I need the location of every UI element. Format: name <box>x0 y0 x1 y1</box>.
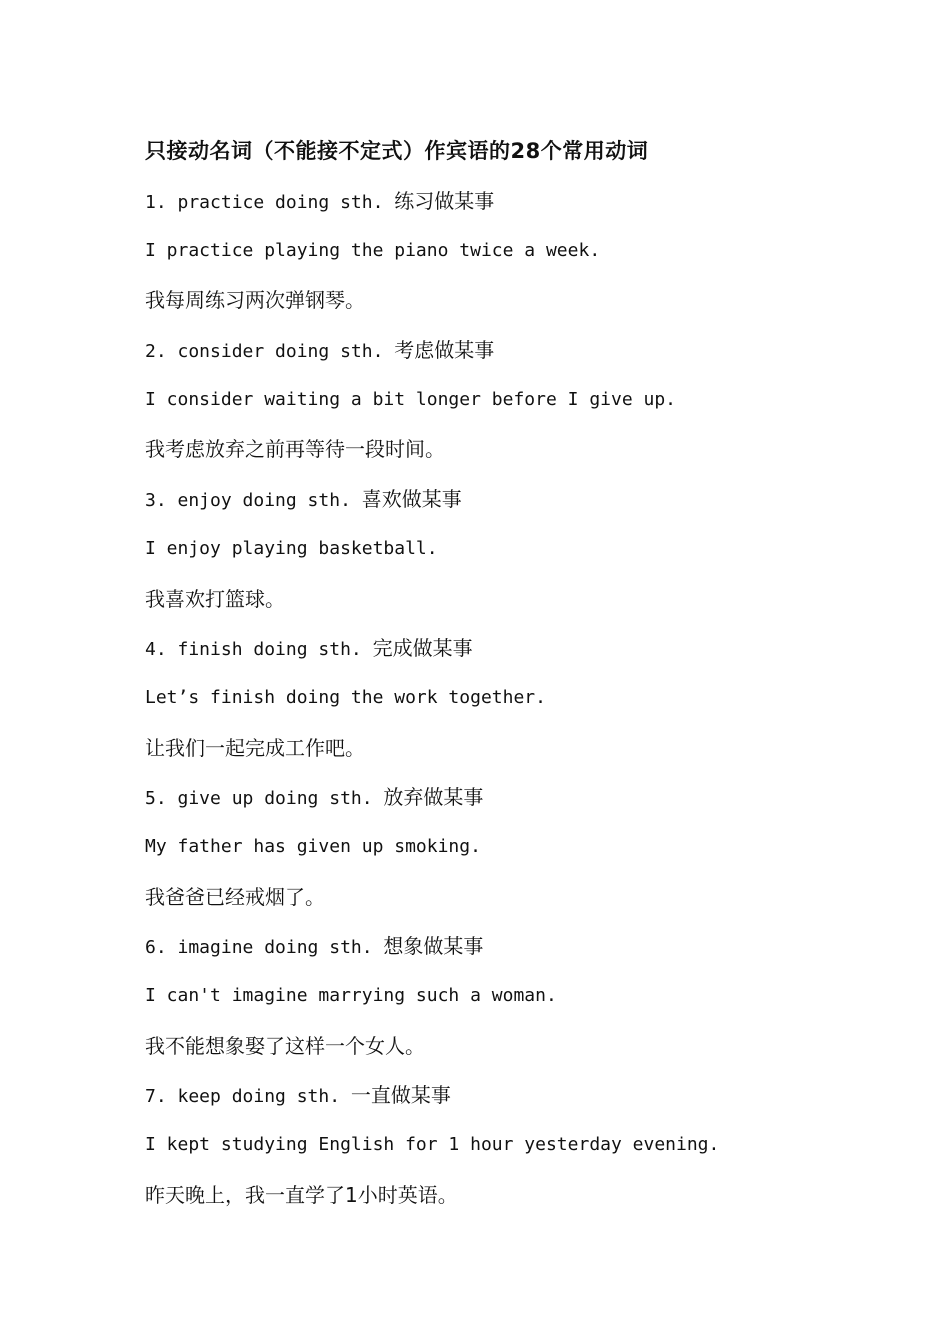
verb-phrase: 7. keep doing sth. <box>145 1086 341 1108</box>
example-sentence: I enjoy playing basketball. <box>145 537 438 559</box>
entry-consider <box>145 335 719 484</box>
entry-imagine <box>145 931 719 1080</box>
entry-heading <box>145 186 719 236</box>
chinese-gloss: 一直做某事 <box>350 1083 451 1108</box>
example-sentence: My father has given up smoking. <box>145 835 481 857</box>
example-sentence: I kept studying English for 1 hour yesterday evening. <box>145 1134 720 1156</box>
example-translation: 让我们一起完成工作吧。 <box>145 735 365 760</box>
entry-list <box>145 186 719 1229</box>
chinese-gloss: 喜欢做某事 <box>361 487 462 512</box>
document-title: 只接动名词（不能接不定式）作宾语的28个常用动词 <box>145 139 649 163</box>
entry-give-up <box>145 782 719 931</box>
entry-heading <box>145 782 719 832</box>
entry-finish <box>145 633 719 782</box>
verb-phrase: 4. finish doing sth. <box>145 639 362 661</box>
verb-phrase: 6. imagine doing sth. <box>145 937 373 959</box>
example-sentence: I can't imagine marrying such a woman. <box>145 985 557 1006</box>
chinese-gloss: 完成做某事 <box>372 636 473 661</box>
chinese-gloss: 考虑做某事 <box>394 338 495 363</box>
verb-phrase: 2. consider doing sth. <box>145 341 384 363</box>
entry-heading <box>145 633 719 683</box>
example-translation: 我不能想象娶了这样一个女人。 <box>145 1033 425 1058</box>
entry-heading <box>145 1080 719 1130</box>
example-sentence: I consider waiting a bit longer before I give up. <box>145 388 677 410</box>
entry-practice <box>145 186 719 335</box>
chinese-gloss: 想象做某事 <box>383 934 484 959</box>
example-translation: 我喜欢打篮球。 <box>145 586 285 611</box>
entry-heading <box>145 484 719 534</box>
verb-phrase: 1. practice doing sth. <box>145 192 384 213</box>
chinese-gloss: 放弃做某事 <box>383 785 484 810</box>
chinese-gloss: 练习做某事 <box>394 189 495 213</box>
entry-heading <box>145 335 719 385</box>
entry-keep <box>145 1080 719 1229</box>
entry-enjoy <box>145 484 719 633</box>
entry-heading <box>145 931 719 981</box>
example-translation: 我考虑放弃之前再等待一段时间。 <box>145 437 445 462</box>
verb-phrase: 3. enjoy doing sth. <box>145 490 351 512</box>
example-translation: 我爸爸已经戒烟了。 <box>145 884 325 909</box>
example-translation: 我每周练习两次弹钢琴。 <box>145 288 365 313</box>
example-sentence: Let’s finish doing the work together. <box>145 686 546 708</box>
example-sentence: I practice playing the piano twice a week. <box>145 239 601 261</box>
verb-phrase: 5. give up doing sth. <box>145 788 373 810</box>
example-translation: 昨天晚上，我一直学了1小时英语。 <box>145 1182 458 1207</box>
